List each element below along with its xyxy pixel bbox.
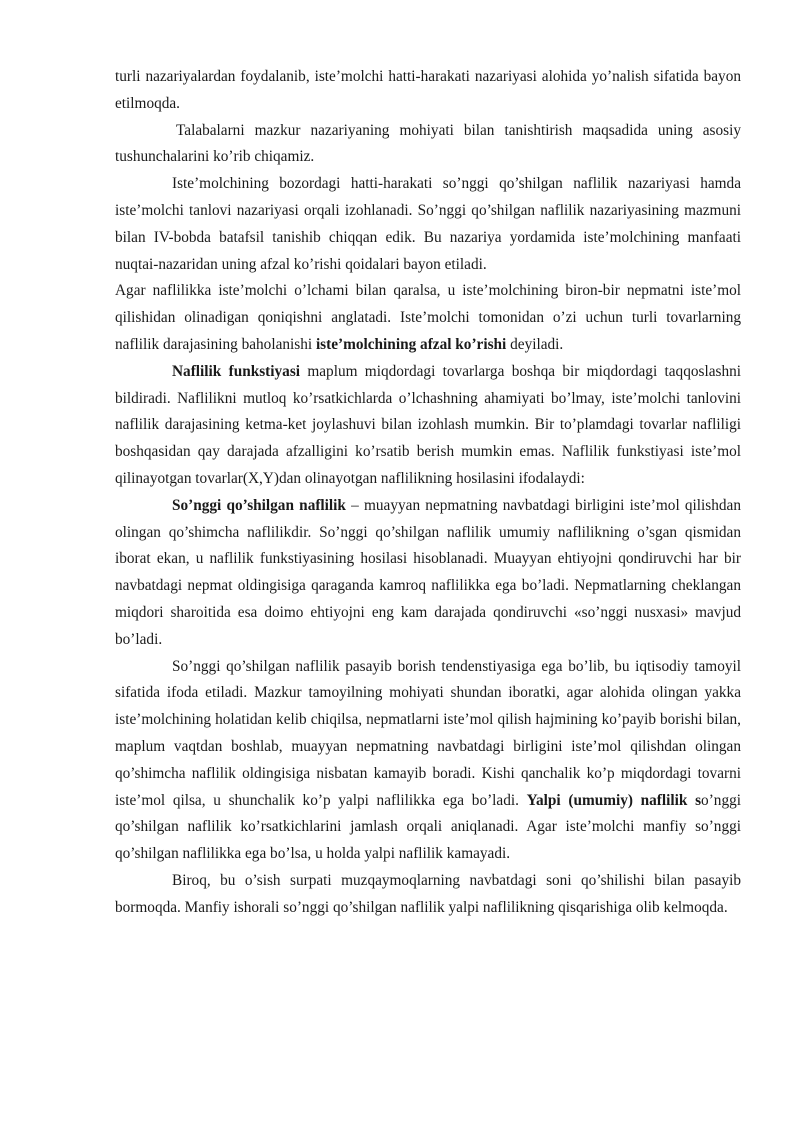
paragraph-text: maplum miqdordagi tovarlarga boshqa bir miqdordagi taqqoslashni bildiradi. Naflilikni mutloq ko’rsatkichlarda o’lchashning ahamiyati bo’lmay, iste’molchi tanlovini naflilik darajasining ketma-ket joylashuvi bilan izohlash mumkin. Bir to’plamdagi tovarlar nafliligi boshqasidan qay darajada afzalligini ko’rsatib berish mumkin emas. Naflilik funkstiyasi iste’mol qilinayotgan tovarlar(X,Y)dan olinayotgan naflilikning hosilasini ifodalaydi: xyxy=(115,362,741,487)
paragraph-text: Iste’molchining bozordagi hatti-harakati so’nggi qo’shilgan naflilik nazariyasi hamda iste’molchi tanlovi nazariyasi orqali izohlanadi. So’nggi qo’shilgan naflilik nazariyasining mazmuni bilan IV-bobda batafsil tanishib chiqqan edik. Bu nazariya yordamida iste’molchining manfaati nuqtai-nazaridan uning afzal ko’rishi qoidalari bayon etiladi. xyxy=(115,175,741,273)
document-page xyxy=(115,64,741,922)
paragraph-text: Biroq, bu o’sish surpati muzqaymoqlarning navbatdagi soni qo’shilishi bilan pasayib bormoqda. Manfiy ishorali so’nggi qo’shilgan naflilik yalpi naflilikning qisqarishiga olib kelmoqda. xyxy=(115,871,741,916)
paragraph-consumer-behavior xyxy=(115,171,741,359)
paragraph-text: o’nggi qo’shilgan naflilik ko’rsatkichlarini jamlash orqali aniqlanadi. Agar iste’molchi manfiy so’nggi qo’shilgan naflilikka ega bo’lsa, u holda yalpi naflilik kamayadi. xyxy=(115,791,741,863)
paragraph-growth-rate xyxy=(115,868,741,922)
bold-term-consumer-preference: iste’molchining afzal ko’rishi xyxy=(315,335,507,353)
paragraph-text: Talabalarni mazkur nazariyaning mohiyati bilan tanishtirish maqsadida uning asosiy tushunchalarini ko’rib chiqamiz. xyxy=(115,121,741,166)
paragraph-diminishing-utility xyxy=(115,654,741,868)
bold-term-marginal-utility: So’nggi qo’shilgan naflilik xyxy=(172,496,346,514)
bold-term-total-utility: Yalpi (umumiy) naflilik s xyxy=(526,791,702,809)
paragraph-text: Agar naflilikka iste’molchi o’lchami bilan qaralsa, u iste’molchining biron-bir nepmatni iste’mol qilishidan olinadigan qoniqishni anglatadi. Iste’molchi tomonidan o’zi uchun turli tovarlarning naflilik darajasining baholanishi xyxy=(115,282,741,353)
paragraph-utility-function xyxy=(115,359,741,493)
paragraph-text: – muayyan nepmatning navbatdagi birligini iste’mol qilishdan olingan qo’shimcha naflilikdir. So’nggi qo’shilgan naflilik umumiy naflilikning o’sgan qismidan iborat ekan, u naflilik funkstiyasining hosilasi hisoblanadi. Muayyan ehtiyojni qondiruvchi har bir navbatdagi nepmat oldingisiga qaraganda kamroq naflilikka ega bo’ladi. Nepmatlarning cheklangan miqdori sharoitida esa doimo ehtiyojni eng kam darajada qondiruvchi «so’nggi nusxasi» mavjud bo’ladi. xyxy=(115,496,741,648)
paragraph-text: deyiladi. xyxy=(506,335,564,353)
paragraph-text: So’nggi qo’shilgan naflilik pasayib borish tendenstiyasiga ega bo’lib, bu iqtisodiy tamoyil sifatida ifoda etiladi. Mazkur tamoyilning mohiyati shundan iboratki, agar alohida olingan yakka iste’molchining holatidan kelib chiqilsa, nepmatlarni iste’mol qilish hajmining ko’payib borishi bilan, maplum vaqtdan boshlab, muayyan nepmatning navbatdagi birligini iste’mol qilishdan olingan qo’shimcha naflilik oldingisiga nisbatan kamayib boradi. Kishi qanchalik ko’p miqdordagi tovarni iste’mol qilsa, u shunchalik ko’p yalpi naflilikka ega bo’ladi. xyxy=(115,657,741,809)
paragraph-intro-continuation xyxy=(115,64,741,118)
paragraph-students xyxy=(115,118,741,172)
paragraph-text: turli nazariyalardan foydalanib, iste’molchi hatti-harakati nazariyasi alohida yo’nalish sifatida bayon etilmoqda. xyxy=(115,68,741,112)
bold-term-utility-function: Naflilik funkstiyasi xyxy=(172,362,301,380)
paragraph-marginal-utility xyxy=(115,493,741,654)
